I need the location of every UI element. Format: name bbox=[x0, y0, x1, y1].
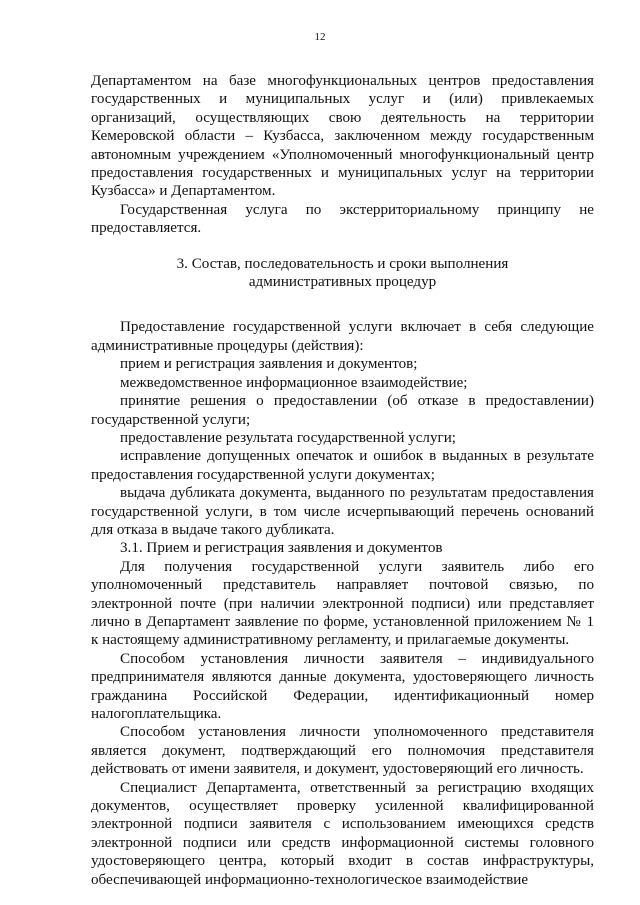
list-item: межведомственное информационное взаимодействие; bbox=[120, 374, 468, 391]
section-heading-line: административных процедур bbox=[248, 274, 437, 291]
list-item: принятие решения о предоставлении (об отказе в предоставлении) государственной услуги; bbox=[91, 393, 594, 428]
list-item: прием и регистрация заявления и документов; bbox=[120, 356, 418, 373]
paragraph: Департаментом на базе многофункциональных центров предоставления государственных и муниципальных услуг и (или) привлекаемых организаций, осуществляющих свою деятельность на территории Кемеровской области – Кузбасса, заключенном между государственным автономным учреждением «Уполномоченный многофункциональный центр предоставления государственных и муниципальных услуг на территории Кузбасса» и Департаментом. bbox=[91, 73, 594, 200]
page-number: 12 bbox=[314, 31, 326, 43]
paragraph: Способом установления личности заявителя – индивидуального предпринимателя являются данные документа, удостоверяющего личность гражданина Российской Федерации, идентификационный номер налогоплательщика. bbox=[91, 650, 594, 722]
subsection-title: 3.1. Прием и регистрация заявления и документов bbox=[120, 540, 443, 557]
paragraph: Для получения государственной услуги заявитель либо его уполномоченный представитель направляет почтовой связью, по электронной почте (при наличии электронной подписи) или представляет лично в Департамент заявление по форме, установленной приложением № 1 к настоящему административному регламенту, и прилагаемые документы. bbox=[91, 558, 594, 649]
section-heading-line: 3. Состав, последовательность и сроки выполнения bbox=[176, 255, 509, 272]
list-item: исправление допущенных опечаток и ошибок в выданных в результате предоставления государственной услуги документах; bbox=[91, 448, 594, 483]
paragraph: Специалист Департамента, ответственный за регистрацию входящих документов, осуществляет проверку усиленной квалифицированной электронной подписи заявителя с использованием имеющихся средств электронной подписи или средств информационной системы головного удостоверяющего центра, который входит в состав инфраструктуры, обеспечивающей информационно-технологическое взаимодействие bbox=[91, 779, 594, 888]
paragraph: Государственная услуга по экстерриториальному принципу не предоставляется. bbox=[91, 201, 594, 237]
paragraph: Способом установления личности уполномоченного представителя является документ, подтверждающий его полномочия представителя действовать от имени заявителя, и документ, удостоверяющий его личность. bbox=[91, 724, 594, 778]
list-item: выдача дубликата документа, выданного по результатам предоставления государственной услуги, в том числе исчерпывающий перечень оснований для отказа в выдаче такого дубликата. bbox=[91, 485, 594, 538]
section-heading bbox=[91, 255, 594, 292]
document-body bbox=[91, 72, 594, 889]
paragraph: Предоставление государственной услуги включает в себя следующие административные процедуры (действия): bbox=[91, 319, 594, 354]
list-item: предоставление результата государственной услуги; bbox=[120, 429, 456, 446]
